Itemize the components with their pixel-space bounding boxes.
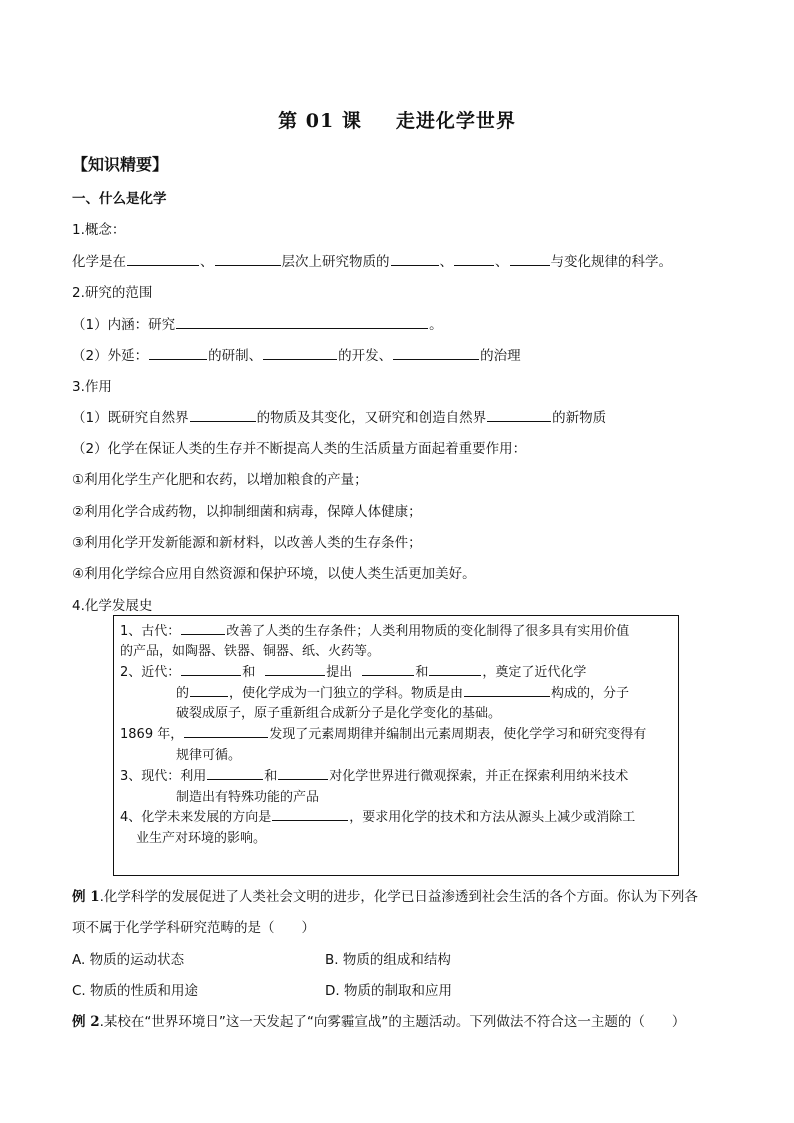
text: 1869 年， [120, 727, 184, 742]
example-1-question [72, 885, 698, 905]
blank [149, 347, 207, 360]
blank [278, 767, 328, 780]
history-modern-cont-2: 破裂成原子，原子重新组合成新分子是化学变化的基础。 [176, 706, 502, 721]
text: 2、近代： [120, 665, 181, 680]
text: 4、化学未来发展的方向是 [120, 810, 272, 825]
blank [181, 663, 241, 676]
example-1-option-d: D. 物质的制取和应用 [325, 983, 452, 999]
blank [190, 409, 256, 422]
blank [272, 808, 348, 821]
example-2-question [72, 1010, 685, 1030]
blank [215, 253, 281, 266]
blank [391, 253, 439, 266]
text: 1、古代： [120, 624, 181, 639]
role-line-1 [72, 406, 606, 426]
blank [362, 663, 414, 676]
blank [263, 347, 337, 360]
scope-outer [72, 344, 521, 364]
text: 和 [242, 665, 256, 680]
text: 发现了元素周期律并编制出元素周期表，使化学学习和研究变得有 [269, 727, 647, 742]
text: 、 [439, 254, 453, 270]
text: 化学是在 [72, 254, 126, 270]
history-1869 [120, 723, 646, 742]
role-item-2: ②利用化学合成药物，以抑制细菌和病毒，保障人体健康； [72, 504, 422, 520]
text: .化学科学的发展促进了人类社会文明的进步，化学已日益渗透到社会生活的各个方面。你认为下列各 [99, 889, 698, 905]
blank [487, 409, 551, 422]
role-item-3: ③利用化学开发新能源和新材料，以改善人类的生存条件； [72, 535, 422, 551]
example-1-option-a: A. 物质的运动状态 [72, 952, 185, 968]
text: .某校在“世界环境日”这一天发起了“向雾霾宣战”的主题活动。下列做法不符合这一主题的（ ） [99, 1014, 686, 1030]
example-1-option-b: B. 物质的组成和结构 [325, 952, 451, 968]
text: 的治理 [480, 348, 521, 364]
text: 的研制、 [208, 348, 263, 364]
role-line-2: （2）化学在保证人类的生存并不断提高人类的生活质量方面起着重要作用： [72, 441, 527, 457]
text: 、 [200, 254, 214, 270]
history-modern-early [120, 661, 586, 680]
concept-label: 1.概念： [72, 222, 126, 238]
text: 改善了人类的生存条件；人类利用物质的变化制得了很多具有实用价值 [226, 624, 630, 639]
text: ，使化学成为一门独立的学科。物质是由 [229, 686, 464, 701]
blank [127, 253, 199, 266]
history-1869-cont: 规律可循。 [176, 748, 242, 763]
example-2-tag: 例 2 [72, 1014, 100, 1030]
text: ，奠定了近代化学 [482, 665, 587, 680]
text: 和 [264, 769, 278, 784]
text: 的 [176, 686, 190, 701]
text: （1）内涵：研究 [72, 317, 176, 333]
text: （1）既研究自然界 [72, 410, 189, 426]
section-knowledge: 【知识精要】 [72, 155, 169, 174]
history-future-cont: 业生产对环境的影响。 [136, 831, 267, 846]
heading-what-is-chemistry: 一、什么是化学 [72, 191, 167, 207]
text: 的开发、 [338, 348, 393, 364]
role-label: 3.作用 [72, 379, 112, 395]
text: 3、现代：利用 [120, 769, 207, 784]
history-contemporary [120, 765, 628, 784]
concept-line [72, 250, 672, 270]
blank [464, 684, 550, 697]
role-item-1: ①利用化学生产化肥和农药，以增加粮食的产量； [72, 472, 368, 488]
text: 构成的，分子 [551, 686, 630, 701]
blank [510, 253, 550, 266]
blank [176, 316, 428, 329]
blank [265, 663, 325, 676]
role-item-4: ④利用化学综合应用自然资源和保护环境，以使人类生活更加美好。 [72, 566, 476, 582]
history-future [120, 806, 635, 825]
lesson-number: 第 01 课 [278, 110, 362, 132]
text: 与变化规律的科学。 [550, 254, 672, 270]
blank [454, 253, 494, 266]
text: 的物质及其变化，又研究和创造自然界 [256, 410, 487, 426]
history-modern-cont [176, 682, 629, 701]
blank [207, 767, 263, 780]
history-ancient-cont: 的产品，如陶器、铁器、铜器、纸、火药等。 [120, 644, 381, 659]
scope-label: 2.研究的范围 [72, 285, 153, 301]
lesson-name: 走进化学世界 [395, 110, 516, 132]
text: 和 [415, 665, 429, 680]
history-contemporary-cont: 制造出有特殊功能的产品 [176, 790, 320, 805]
history-label: 4.化学发展史 [72, 598, 153, 614]
history-ancient [120, 620, 629, 639]
text: 、 [495, 254, 509, 270]
text: 。 [429, 317, 443, 333]
text: 对化学世界进行微观探索，并正在探索利用纳米技术 [329, 769, 629, 784]
page-title [0, 106, 794, 133]
example-1-option-c: C. 物质的性质和用途 [72, 983, 199, 999]
blank [184, 725, 268, 738]
blank [181, 622, 225, 635]
example-1-tag: 例 1 [72, 889, 100, 905]
text: 层次上研究物质的 [281, 254, 390, 270]
blank [429, 663, 481, 676]
example-1-question-cont: 项不属于化学学科研究范畴的是（ ） [72, 920, 315, 936]
text: 提出 [326, 665, 353, 680]
scope-inner [72, 313, 443, 333]
blank [190, 684, 228, 697]
text: （2）外延： [72, 348, 149, 364]
text: ，要求用化学的技术和方法从源头上减少或消除工 [349, 810, 636, 825]
text: 的新物质 [552, 410, 607, 426]
blank [393, 347, 479, 360]
